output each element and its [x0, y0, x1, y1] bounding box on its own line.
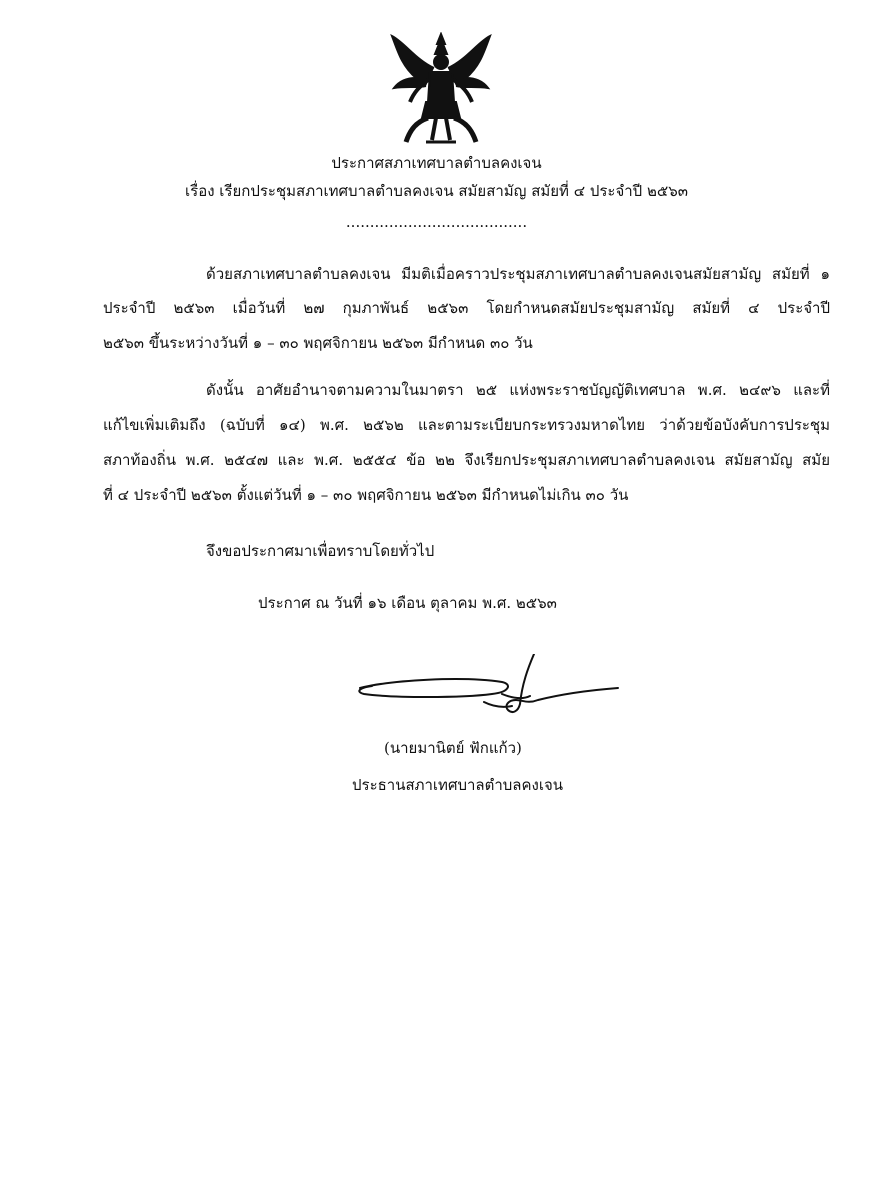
- paragraph2-line4: ที่ ๔ ประจำปี ๒๕๖๓ ตั้งแต่วันที่ ๑ – ๓๐ พฤศจิกายน ๒๕๖๓ มีกำหนดไม่เกิน ๓๐ วัน: [103, 486, 629, 504]
- announcement-date: ประกาศ ณ วันที่ ๑๖ เดือน ตุลาคม พ.ศ. ๒๕๖๓: [258, 594, 557, 612]
- closing-line: จึงขอประกาศมาเพื่อทราบโดยทั่วไป: [206, 542, 435, 560]
- paragraph1-line2: ประจำปี ๒๕๖๓ เมื่อวันที่ ๒๗ กุมภาพันธ์ ๒๕๖๓ โดยกำหนดสมัยประชุมสามัญ สมัยที่ ๔ ประจำปี: [103, 299, 830, 317]
- announcement-title: ประกาศสภาเทศบาลตำบลคงเจน: [331, 154, 542, 172]
- paragraph2-line1: ดังนั้น อาศัยอำนาจตามความในมาตรา ๒๕ แห่งพระราชบัญญัติเทศบาล พ.ศ. ๒๔๙๖ และที่: [206, 381, 830, 399]
- announcement-subject: เรื่อง เรียกประชุมสภาเทศบาลตำบลคงเจน สมัยสามัญ สมัยที่ ๔ ประจำปี ๒๕๖๓: [185, 182, 688, 200]
- paragraph1-line1: ด้วยสภาเทศบาลตำบลคงเจน มีมติเมื่อคราวประชุมสภาเทศบาลตำบลคงเจนสมัยสามัญ สมัยที่ ๑: [206, 265, 830, 283]
- paragraph1-line3: ๒๕๖๓ ขึ้นระหว่างวันที่ ๑ – ๓๐ พฤศจิกายน ๒๕๖๓ มีกำหนด ๓๐ วัน: [103, 334, 533, 352]
- signatory-position: ประธานสภาเทศบาลตำบลคงเจน: [352, 776, 564, 794]
- garuda-emblem-icon: [386, 32, 496, 146]
- signatory-name: (นายมานิตย์ ฟักแก้ว): [384, 739, 522, 757]
- paragraph2-line2: แก้ไขเพิ่มเติมถึง (ฉบับที่ ๑๔) พ.ศ. ๒๕๖๒ และตามระเบียบกระทรวงมหาดไทย ว่าด้วยข้อบังคับการประชุม: [103, 416, 830, 434]
- paragraph2-line3: สภาท้องถิ่น พ.ศ. ๒๕๔๗ และ พ.ศ. ๒๕๕๔ ข้อ ๒๒ จึงเรียกประชุมสภาเทศบาลตำบลคงเจน สมัยสามัญ สมัย: [103, 451, 830, 469]
- title-divider: ......................................: [345, 213, 528, 231]
- signature-icon: [352, 654, 622, 720]
